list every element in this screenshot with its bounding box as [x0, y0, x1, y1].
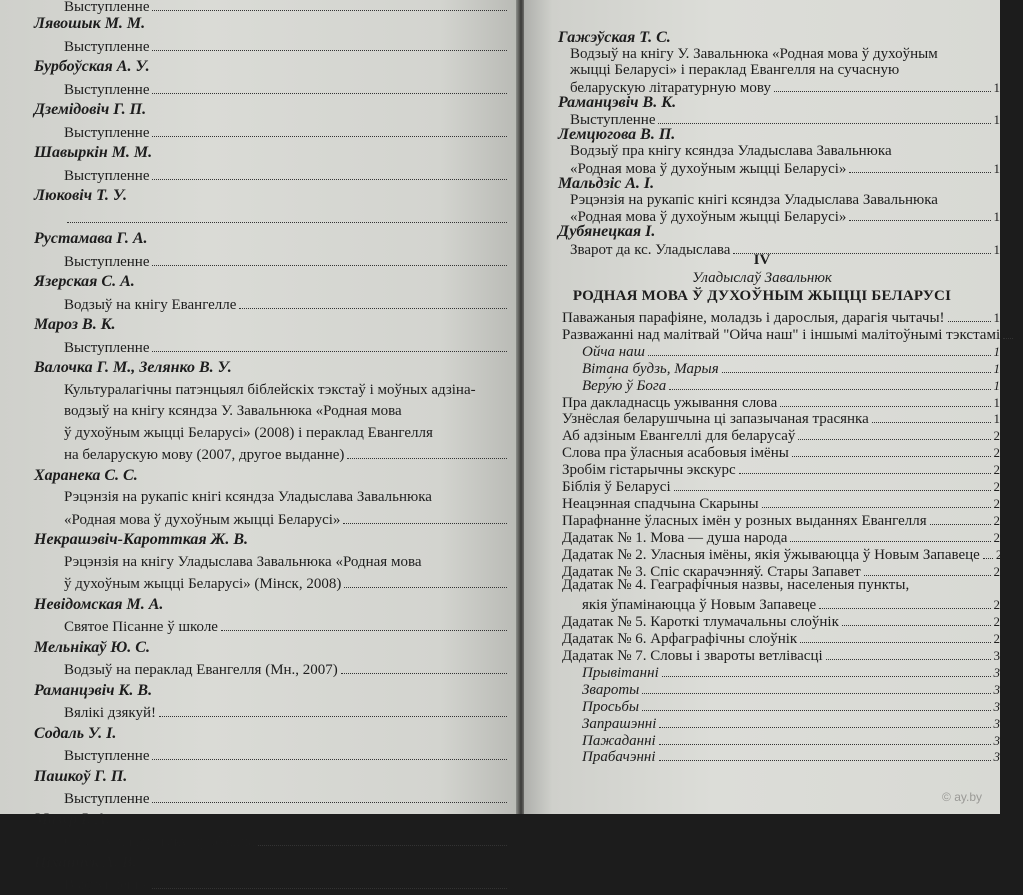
section-number: IV — [753, 252, 771, 268]
dot-leader — [826, 645, 991, 660]
dot-leader — [849, 206, 990, 221]
toc-entry-text: «Родная мова ў духоўным жыцці Беларусі» — [64, 511, 341, 528]
toc-item-text: Разважанні над малітвай "Ойча наш" і іншымі малітоўнымі тэкстамі — [562, 326, 1001, 343]
page-number: 1 — [993, 160, 1000, 176]
toc-item — [562, 493, 1000, 510]
toc-item-text: Просьбы — [582, 698, 640, 715]
page-number: 1 — [993, 209, 1000, 225]
dot-leader — [774, 77, 991, 92]
toc-item — [562, 544, 1003, 563]
toc-item-text: Дадатак № 6. Арфаграфічны слоўнік — [562, 631, 798, 648]
page-number: 1 — [993, 377, 1000, 393]
dot-leader — [983, 544, 993, 559]
toc-entry-text: ў духоўным жыцці Беларусі» (2008) і пераклад Евангелля — [64, 424, 433, 441]
dot-leader — [344, 573, 507, 588]
dot-leader — [790, 527, 990, 542]
toc-item — [562, 611, 1000, 631]
dot-leader — [792, 442, 991, 457]
toc-entry-line — [64, 552, 510, 572]
toc-author-name: Раманцэвіч К. В. — [34, 681, 153, 699]
dot-leader — [930, 510, 991, 525]
page-number: 2 — [993, 563, 1000, 579]
toc-author-name: Раманцэвіч В. К. — [558, 93, 677, 111]
toc-entry-text: Зварот да кс. Уладыслава — [570, 241, 731, 258]
dot-leader — [798, 425, 990, 440]
page-number: 2 — [993, 428, 1000, 444]
dot-leader — [762, 493, 991, 508]
page-number: 1 — [993, 112, 1000, 127]
toc-item — [562, 628, 1000, 648]
section-title: РОДНАЯ МОВА Ў ДУХОЎНЫМ ЖЫЦЦІ БЕЛАРУСІ — [572, 288, 952, 304]
page-number: 1 — [993, 411, 1000, 427]
toc-item — [562, 561, 1000, 578]
toc-item-text: Прабачэнні — [582, 749, 656, 766]
toc-author-name: Рустамава Г. А. — [34, 230, 148, 247]
toc-entry-text: Святое Пісанне ў школе — [64, 619, 218, 635]
page-number: 2 — [993, 495, 1000, 511]
toc-author-name: Люковіч Т. У. — [34, 187, 128, 204]
toc-author-name: Ціханчук А. В. — [34, 853, 137, 871]
toc-entry-text: Выступленне — [64, 253, 150, 270]
toc-entry-line — [64, 79, 510, 99]
toc-entry-text: на беларускую мову (2007, другое выданне) — [64, 447, 345, 463]
toc-item — [582, 730, 1000, 747]
dot-leader — [152, 165, 507, 180]
toc-entry-text: Выступленне — [64, 38, 150, 55]
dot-leader — [662, 662, 991, 677]
toc-item-text: Дадатак № 1. Мова — душа народа — [562, 529, 788, 546]
dot-leader — [347, 444, 507, 459]
dot-leader — [722, 358, 991, 373]
dot-leader — [152, 122, 507, 137]
toc-entry-text: ў духоўным жыцці Беларусі» (Мінск, 2008) — [64, 576, 342, 592]
toc-entry-line — [64, 423, 510, 443]
toc-entry-text: водзыў на кнігу ксяндза У. Завальнюка «Родная мова — [64, 403, 402, 419]
toc-item — [582, 662, 1000, 679]
toc-item-text: Дадатак № 3. Спіс скарачэнняў. Стары Запавет — [562, 563, 861, 580]
toc-author-name: Язерская С. А. — [34, 273, 135, 290]
toc-author-name: Гажэўская Т. С. — [558, 29, 671, 46]
toc-entry-line — [64, 788, 510, 808]
dot-leader — [1003, 324, 1013, 339]
toc-entry-text: Выступленне — [64, 167, 150, 184]
toc-entry-line — [64, 208, 510, 228]
page-number: 1 — [1016, 326, 1023, 342]
dot-leader — [659, 713, 990, 728]
dot-leader — [849, 158, 990, 173]
toc-item-text: Ойча наш — [582, 343, 646, 360]
toc-item — [582, 696, 1000, 713]
toc-item-text: Дадатак № 2. Уласныя імёны, якія ўжываюцца ў Новым Запавеце — [562, 546, 980, 563]
dot-leader — [659, 730, 991, 745]
page-number: 1 — [993, 394, 1000, 410]
toc-item-text: Узнёслая беларушчына ці запазычаная трасянка — [562, 411, 869, 428]
page-number: 2 — [993, 512, 1000, 528]
toc-item-text: Аб адзіным Евангеллі для беларусаў — [562, 428, 796, 445]
dot-leader — [658, 109, 990, 124]
toc-author-name: Мазур І. А. — [34, 810, 110, 828]
dot-leader — [67, 208, 507, 223]
page-number: 1 — [993, 241, 1000, 257]
page-number: 2 — [993, 462, 1000, 478]
toc-entry-line — [64, 573, 510, 593]
toc-entry-line — [64, 616, 510, 636]
toc-entry-text: Культуралагічны патэнцыял біблейскіх тэкстаў і моўных адзіна- — [64, 381, 476, 398]
toc-author-name: Мальдзіс А. І. — [558, 174, 655, 192]
toc-author-name: Некрашэвіч-Каротткая Ж. В. — [34, 531, 248, 548]
dot-leader — [152, 36, 507, 51]
page-number: 2 — [993, 529, 1000, 545]
toc-item — [562, 645, 1000, 662]
toc-item — [562, 408, 1000, 428]
dot-leader — [674, 476, 991, 491]
toc-entry-line — [64, 745, 510, 765]
toc-entry-line — [64, 487, 510, 507]
toc-entry-line — [64, 659, 510, 679]
toc-item-text: Слова пра ўласныя асабовыя імёны — [562, 445, 789, 462]
toc-item — [562, 459, 1000, 479]
toc-author-name: Мельнікаў Ю. С. — [34, 638, 150, 656]
toc-entry-text: Выступленне — [64, 339, 150, 356]
toc-item — [562, 527, 1000, 544]
toc-entry-text: «Родная мова ў духоўным жыцці Беларусі» — [570, 160, 847, 177]
toc-entry-text: Водзыў на кнігу У. Завальнюка «Родная мова ў духоўным — [570, 46, 938, 63]
toc-item — [562, 425, 1000, 445]
right-page — [524, 0, 1023, 814]
toc-item-text: Пра дакладнасць ужывання слова — [562, 394, 778, 411]
toc-item-text: Пажаданні — [582, 732, 656, 749]
dot-leader — [152, 251, 507, 266]
toc-item — [562, 476, 1000, 493]
toc-item-text: якія ўпамінаюцца ў Новым Запавеце — [582, 597, 817, 614]
page-number: 1 — [993, 79, 1000, 95]
toc-entry-top: Выступленне — [64, 0, 510, 16]
toc-item — [582, 746, 1000, 766]
toc-author-name: Содаль У. І. — [34, 724, 117, 742]
toc-author-name: Невідомская М. А. — [34, 595, 164, 613]
toc-item — [562, 510, 1000, 527]
page-number: 3 — [993, 715, 1000, 731]
dot-leader — [642, 679, 990, 694]
toc-entry-text: «Родная мова ў духоўным жыцці Беларусі» — [570, 209, 847, 226]
toc-item-text: Звароты — [582, 681, 640, 698]
toc-entry-text: Водзыў на пераклад Евангелля (Мн., 2007) — [64, 662, 338, 678]
toc-entry-text: Водзыў пра кнігу ксяндза Уладыслава Завальнюка — [570, 143, 892, 160]
toc-entry-line — [64, 444, 510, 464]
page-number: 1 — [993, 310, 1000, 325]
page-number: 3 — [993, 749, 1000, 765]
page-number: 2 — [993, 445, 1000, 461]
toc-item — [562, 392, 1000, 409]
toc-item-text: Прывітанні — [582, 664, 659, 681]
toc-item — [562, 324, 1023, 343]
toc-author-name: Пашкоў Г. П. — [34, 767, 128, 785]
dot-leader — [819, 594, 990, 609]
toc-item-text: Веру́ю ў Бога — [582, 377, 667, 394]
dot-leader — [864, 561, 991, 576]
toc-entry-text: Рэцэнзія на рукапіс кнігі ксяндза Уладыслава Завальнюка — [64, 489, 432, 505]
toc-entry-text: Выступленне — [64, 791, 150, 807]
toc-entry-line — [64, 165, 510, 185]
page-number: 2 — [993, 614, 1000, 630]
toc-entry-text: беларускую літаратурную мову — [570, 79, 771, 96]
toc-entry-line — [64, 251, 510, 271]
toc-entry-text: Выступленне — [570, 112, 656, 128]
toc-entry-text: Выступленне — [64, 877, 150, 893]
toc-item-text: Запрашэнні — [582, 715, 657, 732]
toc-entry-line — [64, 831, 510, 851]
toc-entry-line — [570, 239, 1000, 259]
watermark: © ay.by — [942, 790, 982, 804]
toc-item — [582, 713, 1000, 730]
page-number: 2 — [993, 597, 1000, 613]
toc-item-text: Зробім гістарычны экскурс — [562, 462, 736, 479]
dot-leader — [152, 874, 507, 889]
page-number: 3 — [993, 698, 1000, 714]
toc-item-text: Дадатак № 7. Словы і звароты ветлівасці — [562, 648, 823, 664]
dot-leader — [221, 616, 507, 631]
toc-author-name: Дземідовіч Г. П. — [34, 101, 147, 118]
toc-item — [582, 358, 1000, 375]
dot-leader — [152, 337, 507, 352]
dot-leader — [948, 307, 991, 322]
page-number: 1 — [993, 360, 1000, 376]
section-author: Уладыслаў Завальнюк — [692, 270, 832, 286]
toc-item-text: Паважаныя парафіяне, моладзь і дарослыя, дарагія чытачы! — [562, 310, 945, 326]
toc-item-text: Дадатак № 5. Кароткі тлумачальны слоўнік — [562, 614, 839, 631]
toc-entry-line — [64, 294, 510, 314]
toc-entry-text: Слова ў падтрымку пробашча — [64, 834, 256, 850]
toc-author-name: Дубянецкая І. — [558, 223, 656, 241]
page-number: 2 — [993, 479, 1000, 494]
toc-author-name: Шавыркін М. М. — [34, 144, 153, 161]
dot-leader — [159, 702, 507, 717]
toc-author-name: Мароз В. К. — [34, 316, 116, 333]
toc-entry-text: жыцці Беларусі» і пераклад Евангелля на сучасную — [570, 62, 900, 79]
dot-leader — [152, 788, 507, 803]
dot-leader — [733, 239, 990, 254]
page-number: 3 — [993, 681, 1000, 697]
toc-entry-text: Рэцэнзія на кнігу Уладыслава Завальнюка «Родная мова — [64, 553, 422, 570]
toc-item-text: Парафнанне ўласных імён у розных выданнях Евангелля — [562, 512, 927, 529]
dot-leader — [800, 628, 990, 643]
page-number: 3 — [993, 664, 1000, 680]
toc-item — [582, 375, 1000, 392]
toc-entry-line — [64, 874, 510, 894]
toc-entry-line — [64, 401, 510, 421]
toc-item — [562, 307, 1000, 324]
dot-leader — [872, 408, 991, 423]
toc-entry-text: Выступленне — [64, 124, 150, 141]
toc-entry-line — [64, 380, 510, 400]
toc-item — [562, 577, 1000, 594]
page-number: 2 — [993, 631, 1000, 647]
toc-author-name: Харанека С. С. — [34, 466, 138, 484]
toc-item-text: Вітана будзь, Марыя — [582, 360, 719, 377]
toc-item — [562, 442, 1000, 462]
toc-item-text: Дадатак № 4. Геаграфічныя назвы, населеныя пункты, — [562, 577, 910, 594]
dot-leader — [152, 745, 507, 760]
toc-author-name: Лявошык М. М. — [34, 15, 146, 32]
toc-author-name: Бурбоўская А. У. — [34, 58, 150, 75]
dot-leader — [642, 696, 990, 711]
toc-entry-text: Выступленне — [64, 81, 150, 98]
page-number: 2 — [995, 546, 1003, 562]
dot-leader — [343, 509, 507, 524]
toc-author-name: Лемцюгова В. П. — [558, 126, 676, 144]
toc-author-name: Валочка Г. М., Зелянко В. У. — [34, 359, 232, 376]
dot-leader — [669, 375, 990, 390]
page-number: 1 — [993, 343, 1000, 359]
dot-leader — [239, 294, 507, 309]
toc-entry-line — [64, 337, 510, 357]
toc-item-text: Неацэнная спадчына Скарыны — [562, 495, 759, 512]
dot-leader — [739, 459, 991, 474]
dot-leader — [258, 831, 507, 846]
dot-leader — [341, 659, 507, 674]
page-number: 3 — [993, 648, 1000, 663]
toc-item — [582, 679, 1000, 696]
dot-leader — [659, 746, 991, 761]
toc-entry-line — [64, 702, 510, 722]
dot-leader — [152, 79, 507, 94]
toc-item-text: Біблія ў Беларусі — [562, 479, 671, 495]
page-number: 3 — [993, 732, 1000, 748]
toc-entry-text: Вялікі дзякуй! — [64, 705, 156, 721]
dot-leader — [648, 341, 990, 356]
toc-entry-line — [64, 509, 510, 529]
toc-item — [582, 594, 1000, 614]
toc-entry-line — [64, 122, 510, 142]
toc-entry-text: Водзыў на кнігу Евангелле — [64, 296, 237, 313]
dot-leader — [842, 611, 991, 626]
toc-entry-line — [64, 36, 510, 56]
dot-leader — [780, 392, 990, 407]
toc-entry-text: Рэцэнзія на рукапіс кнігі ксяндза Уладыслава Завальнюка — [570, 192, 938, 208]
toc-entry-text: Выступленне — [64, 748, 150, 764]
toc-item — [582, 341, 1000, 358]
